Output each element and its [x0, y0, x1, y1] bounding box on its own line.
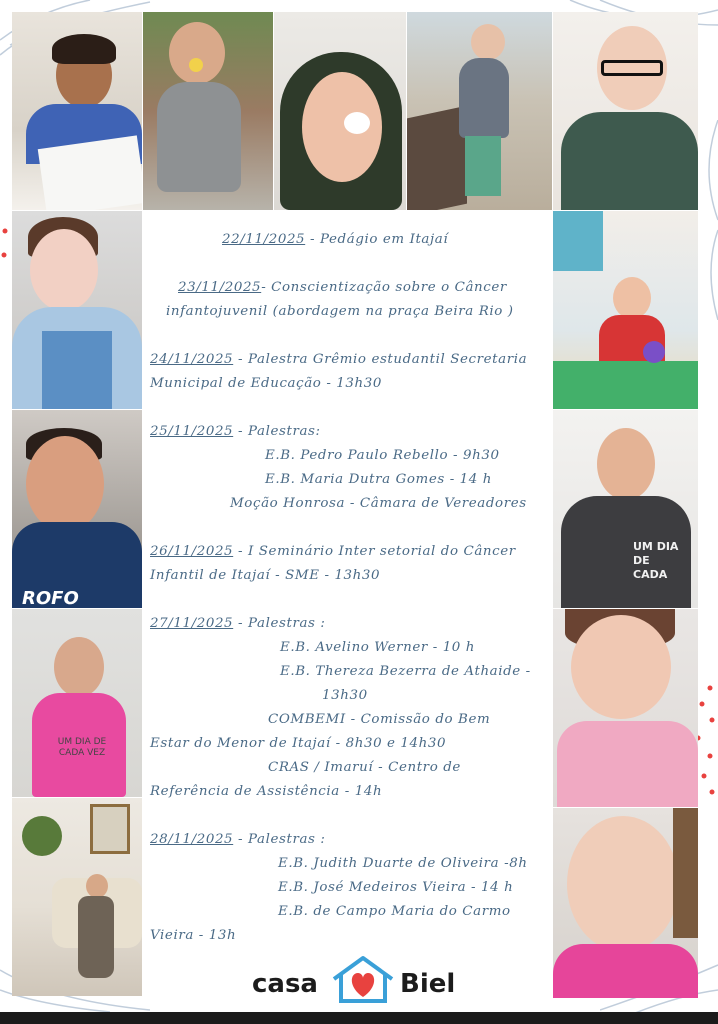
schedule-date: 28/11/2025	[150, 832, 234, 847]
photo-child-on-bench	[407, 12, 552, 210]
schedule-line: Vieira - 13h	[150, 928, 237, 943]
schedule-entry-25	[150, 420, 550, 516]
schedule-entry-27	[150, 612, 550, 804]
photo-child-with-glasses	[553, 12, 698, 210]
photo-child-on-sofa	[12, 798, 142, 996]
schedule-line: E.B. Avelino Werner - 10 h	[280, 640, 476, 655]
house-heart-icon	[328, 955, 398, 1005]
schedule-line: COMBEMI - Comissão do Bem	[268, 712, 491, 727]
schedule-line: E.B. Pedro Paulo Rebello - 9h30	[265, 448, 500, 463]
schedule-date: 25/11/2025	[150, 424, 234, 439]
schedule-line: CRAS / Imaruí - Centro de	[268, 760, 461, 775]
schedule-date: 22/11/2025	[222, 232, 306, 247]
logo-word-casa: casa	[252, 969, 318, 999]
shirt-text-2: UM DIA DE CADA VEZ	[57, 737, 107, 758]
schedule-line	[150, 276, 550, 300]
photo-child-with-eye-patch	[274, 12, 406, 210]
schedule-line: Estar do Menor de Itajaí - 8h30 e 14h30	[150, 736, 447, 751]
schedule-line	[150, 420, 550, 444]
schedule-text: - Conscientização sobre o Câncer	[261, 280, 507, 295]
schedule-entry-22	[150, 228, 550, 252]
photo-child-pink-top	[553, 609, 698, 807]
event-schedule	[150, 228, 550, 972]
schedule-entry-23	[150, 276, 550, 324]
schedule-entry-24	[150, 348, 550, 396]
leaf-decoration-right-icon	[700, 120, 718, 320]
schedule-line: 13h30	[322, 688, 368, 703]
photo-child-in-blue-dress	[12, 211, 142, 409]
schedule-text: - I Seminário Inter setorial do Câncer	[233, 544, 516, 559]
schedule-line: Infantil de Itajaí - SME - 13h30	[150, 568, 381, 583]
photo-child-heart-gesture	[553, 410, 698, 608]
schedule-line: E.B. de Campo Maria do Carmo	[278, 904, 511, 919]
photo-child-heart-hands	[12, 609, 142, 797]
schedule-text: - Palestra Grêmio estudantil Secretaria	[233, 352, 528, 367]
schedule-date: 24/11/2025	[150, 352, 234, 367]
shirt-text-1: ROFO	[22, 588, 79, 608]
schedule-line: E.B. Thereza Bezerra de Athaide -	[280, 664, 531, 679]
photo-child-with-pacifier	[143, 12, 273, 210]
schedule-entry-26	[150, 540, 550, 588]
schedule-line	[150, 540, 550, 564]
schedule-text: - Palestras :	[233, 616, 326, 631]
photo-child-smiling	[12, 410, 142, 608]
schedule-line	[150, 228, 550, 252]
photo-child-close-up	[553, 808, 698, 998]
schedule-entry-28	[150, 828, 550, 948]
logo-word-biel: Biel	[400, 969, 456, 999]
schedule-text: - Palestras:	[233, 424, 321, 439]
schedule-line: Moção Honrosa - Câmara de Vereadores	[230, 496, 527, 511]
schedule-line: infantojuvenil (abordagem na praça Beira Rio )	[166, 304, 514, 319]
schedule-line: Referência de Assistência - 14h	[150, 784, 383, 799]
schedule-date: 27/11/2025	[150, 616, 234, 631]
casa-biel-logo	[250, 955, 470, 1005]
schedule-line	[150, 828, 550, 852]
bottom-bar	[0, 1012, 718, 1024]
schedule-line	[150, 348, 550, 372]
schedule-line: E.B. Maria Dutra Gomes - 14 h	[265, 472, 492, 487]
schedule-text: - Pedágio em Itajaí	[305, 232, 449, 247]
schedule-line: Municipal de Educação - 13h30	[150, 376, 383, 391]
schedule-line: E.B. Judith Duarte de Oliveira -8h	[278, 856, 528, 871]
schedule-line	[150, 612, 550, 636]
red-dots-left-decoration-icon	[0, 225, 12, 265]
schedule-line: E.B. José Medeiros Vieira - 14 h	[278, 880, 514, 895]
shirt-text-3: UM DIA DE CADA	[633, 540, 679, 581]
schedule-date: 23/11/2025	[178, 280, 262, 295]
photo-child-writing	[12, 12, 142, 210]
photo-child-playroom	[553, 211, 698, 409]
schedule-text: - Palestras :	[233, 832, 326, 847]
schedule-date: 26/11/2025	[150, 544, 234, 559]
